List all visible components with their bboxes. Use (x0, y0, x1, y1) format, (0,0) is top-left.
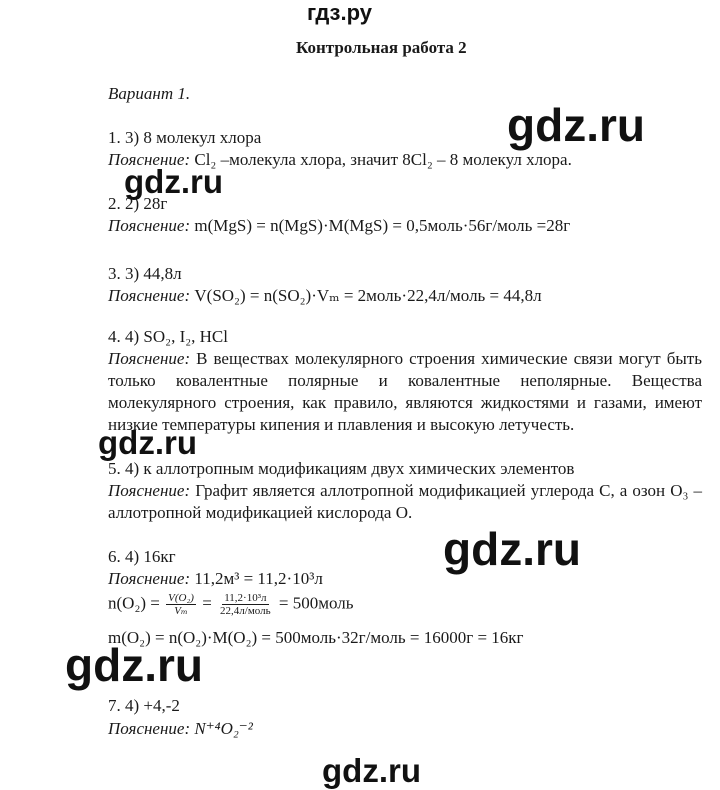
fraction-numerator: 11,2·10³л (224, 592, 267, 604)
watermark-logo: gdz.ru (65, 639, 203, 691)
explanation-label: Пояснение: (108, 719, 191, 738)
variant-label: Вариант 1. (108, 84, 191, 103)
answer-1: 1. 3) 8 молекул хлора (108, 128, 262, 147)
explanation-text: m(MgS) = n(MgS)·M(MgS) = 0,5моль·56г/моль =28г (194, 216, 571, 235)
answer-6: 6. 4) 16кг (108, 547, 176, 566)
answer-2: 2. 2) 28г (108, 194, 168, 213)
fraction-values (218, 592, 273, 617)
explanation-2 (108, 215, 570, 237)
answer-3: 3. 3) 44,8л (108, 264, 182, 283)
explanation-5 (108, 480, 702, 524)
watermark-logo: gdz.ru (98, 424, 197, 461)
site-header-watermark: гдз.ру (307, 0, 372, 25)
explanation-label: Пояснение: (108, 150, 191, 169)
explanation-3 (108, 285, 542, 307)
explanation-7 (108, 718, 253, 740)
fraction-volume (166, 592, 196, 617)
answer-5: 5. 4) к аллотропным модификациям двух химических элементов (108, 459, 575, 478)
fraction-denominator: 22,4л/моль (220, 605, 271, 617)
explanation-text: Cl₂ –молекула хлора, значит 8Cl₂ – 8 молекул хлора. (194, 150, 572, 169)
equals-sign: = (202, 593, 212, 613)
explanation-label: Пояснение: (108, 286, 191, 305)
explanation-4 (108, 348, 702, 436)
explanation-text: V(SO₂) = n(SO₂)·Vₘ = 2моль·22,4л/моль = 44,8л (194, 286, 542, 305)
explanation-6 (108, 568, 323, 590)
explanation-label: Пояснение: (108, 481, 191, 500)
amount-formula (108, 592, 354, 617)
oxidation-formula: N⁺⁴O₂⁻² (194, 719, 253, 738)
watermark-logo: gdz.ru (322, 752, 421, 789)
fraction-numerator: V(O₂) (168, 592, 194, 604)
formula-lhs: n(O₂) = (108, 593, 160, 613)
watermark-logo: gdz.ru (443, 523, 581, 575)
explanation-label: Пояснение: (108, 216, 191, 235)
explanation-text: Графит является аллотропной модификацией углерода С, а озон O₃ – аллотропной модификацией кислорода О. (108, 481, 702, 522)
mass-formula: m(O₂) = n(O₂)·M(O₂) = 500моль·32г/моль = 16000г = 16кг (108, 628, 524, 647)
explanation-label: Пояснение: (108, 569, 191, 588)
watermark-logo: gdz.ru (124, 163, 223, 200)
explanation-text: 11,2м³ = 11,2·10³л (194, 569, 323, 588)
formula-result: = 500моль (278, 593, 354, 613)
explanation-label: Пояснение: (108, 349, 191, 368)
watermark-logo: gdz.ru (507, 99, 645, 151)
answer-7: 7. 4) +4,-2 (108, 696, 180, 715)
answer-4: 4. 4) SO₂, I₂, HCl (108, 327, 228, 346)
explanation-text: В веществах молекулярного строения химические связи могут быть только ковалентные полярные и ковалентные неполярные. Вещества молекулярного строения, как правило, являются жидкостями и газами, имеют низкие температуры кипения и плавления и высокую летучесть. (108, 349, 702, 434)
fraction-denominator: Vₘ (174, 605, 188, 617)
page-title: Контрольная работа 2 (296, 38, 467, 57)
